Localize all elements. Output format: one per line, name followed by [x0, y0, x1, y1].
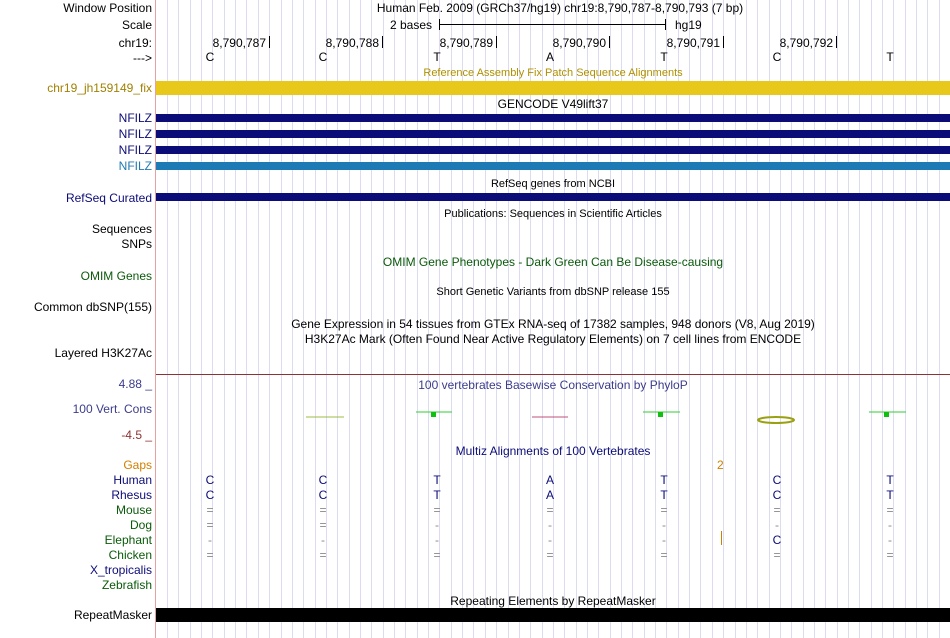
omim-title: OMIM Gene Phenotypes - Dark Green Can Be Disease-causing: [382, 255, 724, 269]
coordinate-tick: [723, 36, 724, 48]
alignment-cell: T: [660, 488, 668, 502]
alignment-cell: =: [773, 548, 781, 562]
reference-base: C: [205, 50, 215, 64]
alignment-cell: -: [321, 533, 325, 547]
scale-bar-right-end: [665, 19, 666, 30]
coordinate-tick: [609, 36, 610, 48]
coordinate-label: 8,790,790: [552, 36, 606, 50]
gencode-transcript-1[interactable]: [156, 114, 950, 122]
omim-label[interactable]: OMIM Genes: [80, 269, 152, 283]
coordinate-label: 8,790,787: [212, 36, 266, 50]
dbsnp-label[interactable]: Common dbSNP(155): [33, 300, 152, 314]
phylop-peak-3: [431, 412, 436, 417]
alignment-cell: T: [886, 488, 894, 502]
coordinate-tick: [496, 36, 497, 48]
alignment-cell: -: [662, 518, 666, 532]
gencode-title: GENCODE V49lift37: [497, 97, 609, 111]
species-label-dog[interactable]: Dog: [129, 518, 152, 532]
reference-base: C: [772, 50, 782, 64]
refseq-title: RefSeq genes from NCBI: [490, 178, 616, 190]
gencode-transcript-3[interactable]: [156, 146, 950, 154]
phylop-mark-6: [758, 417, 794, 423]
repeatmasker-title: Repeating Elements by RepeatMasker: [450, 594, 656, 608]
repeatmasker-label[interactable]: RepeatMasker: [73, 608, 152, 622]
refseq-feature[interactable]: [156, 193, 950, 201]
sequences-label[interactable]: Sequences: [91, 222, 152, 236]
scale-value: 2 bases: [390, 18, 433, 32]
scale-label: Scale: [121, 18, 152, 32]
alignment-cell: =: [886, 503, 894, 517]
alignment-cell: C: [772, 473, 782, 487]
alignment-cell: -: [435, 533, 439, 547]
alignment-cell: -: [548, 518, 552, 532]
conservation-max: 4.88 _: [118, 377, 152, 391]
alignment-cell: T: [433, 473, 441, 487]
alignment-cell: =: [433, 503, 441, 517]
gaps-label[interactable]: Gaps: [123, 458, 152, 472]
gencode-label-1[interactable]: NFILZ: [118, 111, 152, 125]
gencode-transcript-2[interactable]: [156, 130, 950, 138]
coordinate-label: 8,790,791: [666, 36, 720, 50]
h3k27ac-baseline: [156, 374, 950, 375]
alignment-cell: -: [208, 533, 212, 547]
alignment-cell: T: [433, 488, 441, 502]
snps-label[interactable]: SNPs: [121, 237, 152, 251]
coordinate-label: 8,790,788: [325, 36, 379, 50]
refseq-label[interactable]: RefSeq Curated: [65, 191, 152, 205]
h3k27ac-title: H3K27Ac Mark (Often Found Near Active Regulatory Elements) on 7 cell lines from ENCODE: [304, 332, 802, 346]
fix-patch-title: Reference Assembly Fix Patch Sequence Alignments: [423, 67, 683, 79]
alignment-cell: =: [433, 548, 441, 562]
coordinate-tick: [269, 36, 270, 48]
reference-base: C: [318, 50, 328, 64]
conservation-min: -4.5 _: [121, 428, 152, 442]
window-position-value: Human Feb. 2009 (GRCh37/hg19) chr19:8,790,787-8,790,793 (7 bp): [376, 1, 744, 15]
reference-base: A: [545, 50, 554, 64]
species-label-rhesus[interactable]: Rhesus: [111, 488, 152, 502]
species-label-elephant[interactable]: Elephant: [104, 533, 152, 547]
alignment-cell: A: [545, 473, 554, 487]
alignment-cell: =: [546, 503, 554, 517]
alignment-cell: C: [772, 533, 782, 547]
gencode-label-4[interactable]: NFILZ: [118, 159, 152, 173]
fix-patch-feature[interactable]: [156, 81, 950, 95]
gencode-transcript-4[interactable]: [156, 162, 950, 170]
strand-label: --->: [133, 51, 152, 65]
alignment-cell: =: [660, 503, 668, 517]
species-label-mouse[interactable]: Mouse: [115, 503, 152, 517]
h3k27ac-label[interactable]: Layered H3K27Ac: [54, 346, 152, 360]
gap-count: 2: [717, 458, 724, 472]
alignment-cell: =: [773, 503, 781, 517]
alignment-cell: =: [319, 503, 327, 517]
repeatmasker-feature[interactable]: [156, 608, 950, 622]
alignment-cell: =: [206, 548, 214, 562]
coordinate-tick: [382, 36, 383, 48]
alignment-cell: =: [319, 518, 327, 532]
phylop-peak-5: [658, 412, 663, 417]
alignment-cell: =: [660, 548, 668, 562]
alignment-cell: T: [660, 473, 668, 487]
coordinate-label: 8,790,789: [439, 36, 493, 50]
coordinate-label: 8,790,792: [779, 36, 833, 50]
dbsnp-title: Short Genetic Variants from dbSNP release 155: [436, 286, 670, 298]
alignment-cell: =: [546, 548, 554, 562]
alignment-cell: -: [775, 518, 779, 532]
fix-patch-label[interactable]: chr19_jh159149_fix: [47, 81, 152, 95]
gtex-title: Gene Expression in 54 tissues from GTEx RNA-seq of 17382 samples, 948 donors (V8, Aug 2019): [291, 317, 815, 331]
scale-bar: [439, 24, 665, 25]
reference-base: T: [886, 50, 894, 64]
chrom-label: chr19:: [118, 36, 152, 50]
multiz-title: Multiz Alignments of 100 Vertebrates: [455, 444, 651, 458]
alignment-cell: =: [206, 503, 214, 517]
coordinate-tick: [836, 36, 837, 48]
alignment-cell: =: [319, 548, 327, 562]
alignment-cell: =: [886, 548, 894, 562]
species-label-chicken[interactable]: Chicken: [108, 548, 152, 562]
alignment-cell: C: [318, 473, 328, 487]
alignment-cell: C: [205, 488, 215, 502]
scale-assembly: hg19: [675, 18, 702, 32]
alignment-cell: -: [662, 533, 666, 547]
alignment-cell: T: [886, 473, 894, 487]
publications-title: Publications: Sequences in Scientific Articles: [444, 208, 662, 220]
gencode-label-3[interactable]: NFILZ: [118, 143, 152, 157]
alignment-cell: -: [888, 533, 892, 547]
species-label-x_tropicalis[interactable]: X_tropicalis: [89, 563, 152, 577]
conservation-plot: [156, 400, 950, 430]
alignment-cell: -: [548, 533, 552, 547]
alignment-cell: =: [206, 518, 214, 532]
elephant-gap-marker: [721, 531, 722, 545]
alignment-cell: C: [205, 473, 215, 487]
alignment-cell: C: [772, 488, 782, 502]
reference-base: T: [660, 50, 668, 64]
alignment-cell: A: [545, 488, 554, 502]
window-position-label: Window Position: [63, 1, 152, 15]
reference-base: T: [433, 50, 441, 64]
conservation-title: 100 vertebrates Basewise Conservation by PhyloP: [418, 378, 688, 392]
alignment-cell: C: [318, 488, 328, 502]
alignment-cell: -: [888, 518, 892, 532]
species-label-human[interactable]: Human: [113, 473, 152, 487]
gencode-label-2[interactable]: NFILZ: [118, 127, 152, 141]
alignment-cell: -: [435, 518, 439, 532]
species-label-zebrafish[interactable]: Zebrafish: [101, 578, 152, 592]
phylop-peak-7: [884, 412, 889, 417]
scale-bar-left-end: [439, 19, 440, 30]
conservation-label[interactable]: 100 Vert. Cons: [72, 402, 152, 416]
